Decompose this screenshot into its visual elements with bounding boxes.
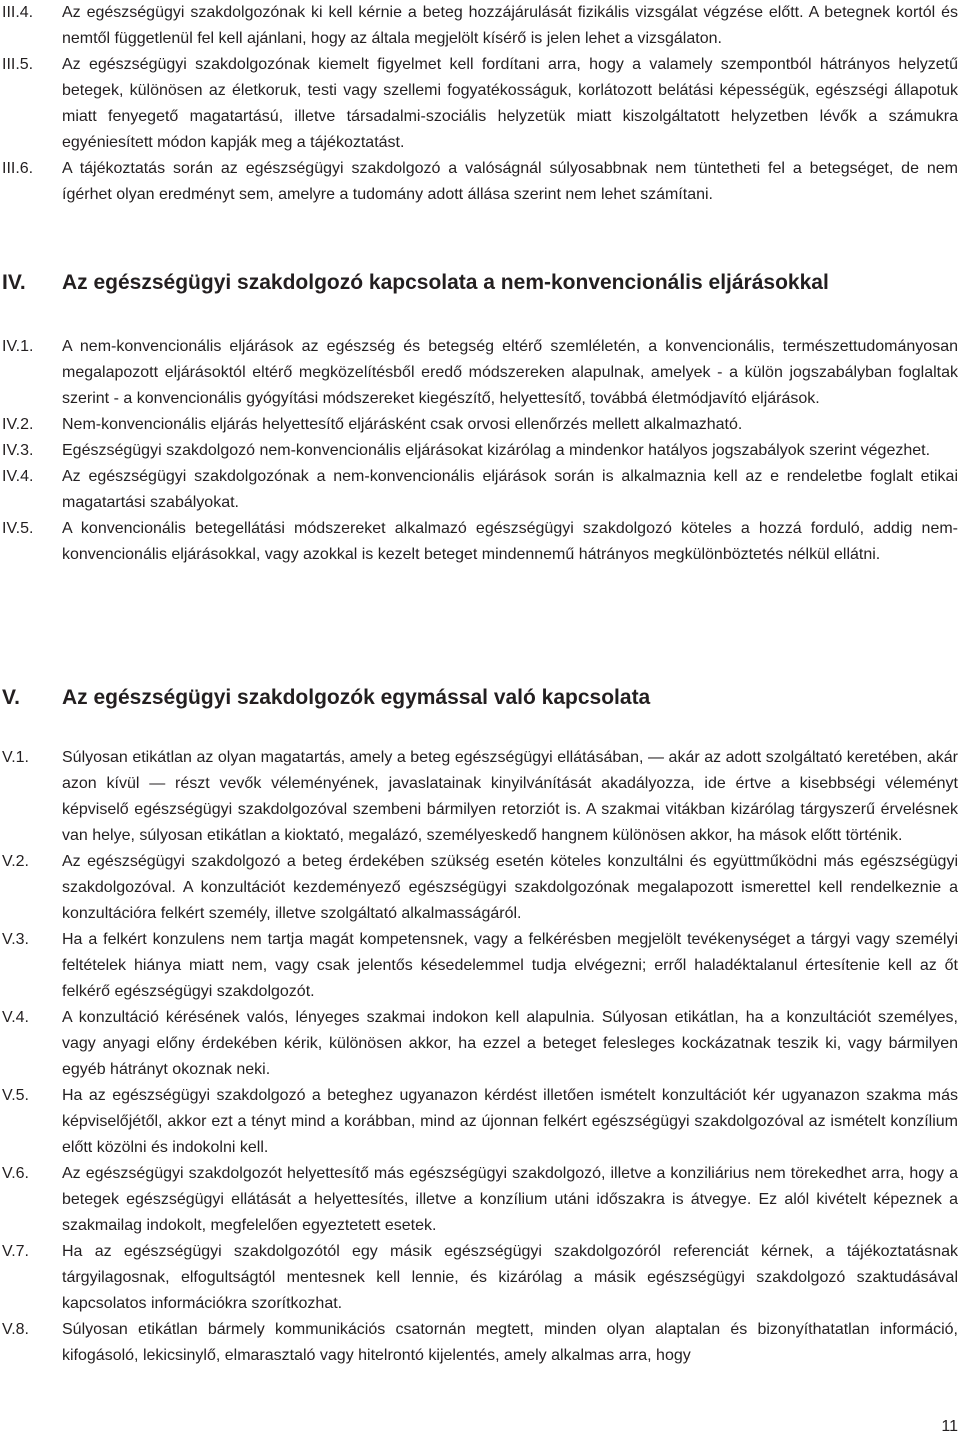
paragraph-text: Ha az egészségügyi szakdolgozótól egy másik egészségügyi szakdolgozóról referenciát kérnek, a tájékoztatásnak tárgyilagosnak, elfogultságtól mentesnek kell lennie, és kizárólag a másik egészségügyi szakdolgozó szaktudásával kapcsolatos információkra szorítkozhat.	[62, 1243, 958, 1312]
page-number: 11	[941, 1418, 958, 1435]
paragraph-IV-1	[0, 334, 960, 412]
section-5-items	[0, 745, 960, 1369]
paragraph-text: Az egészségügyi szakdolgozót helyettesítő más egészségügyi szakdolgozó, illetve a konziliárius nem törekedhet arra, hogy a betegek egészségügyi ellátását a helyettesítés, illetve a konzílium utáni időszakra is átvegye. Ez alól kivételt képeznek a szakmailag indokolt, megfelelően egyeztetett esetek.	[62, 1165, 958, 1234]
paragraph-number: IV.4.	[2, 468, 34, 485]
paragraph-V-4	[0, 1005, 960, 1083]
paragraph-number: IV.2.	[2, 416, 34, 433]
paragraph-number: V.8.	[2, 1321, 29, 1338]
paragraph-V-2	[0, 849, 960, 927]
paragraph-V-1	[0, 745, 960, 849]
paragraph-IV-4	[0, 464, 960, 516]
paragraph-number: IV.3.	[2, 442, 34, 459]
paragraph-III-6	[0, 156, 960, 208]
paragraph-number: V.4.	[2, 1009, 29, 1026]
section-4-heading	[0, 271, 960, 295]
paragraph-text: A konvencionális betegellátási módszereket alkalmazó egészségügyi szakdolgozó köteles a hozzá forduló, addig nem-konvencionális eljárásokkal, vagy azokkal is kezelt beteget mindennemű hátrányos megkülönböztetés nélkül ellátni.	[62, 520, 958, 563]
paragraph-V-6	[0, 1161, 960, 1239]
section-number: IV.	[2, 271, 26, 294]
paragraph-text: A nem-konvencionális eljárások az egészség és betegség eltérő szemléletén, a konvencionális, természettudományosan megalapozott eljárásoktól eltérő megközelítésből eredő módszereken alapulnak, amelyek - a külön jogszabályban foglaltak szerint - a konvencionális gyógyítási módszereket kiegészítő, helyettesítő, továbbá életmódjavító eljárások.	[62, 338, 958, 407]
section-number: V.	[2, 686, 20, 709]
paragraph-III-4	[0, 0, 960, 52]
paragraph-number: V.1.	[2, 749, 29, 766]
section-4-items	[0, 334, 960, 568]
paragraph-text: Az egészségügyi szakdolgozónak ki kell kérnie a beteg hozzájárulását fizikális vizsgálat végzése előtt. A betegnek kortól és nemtől függetlenül fel kell ajánlani, hogy az általa megjelölt kísérő is jelen lehet a vizsgálaton.	[62, 4, 958, 47]
paragraph-text: A konzultáció kérésének valós, lényeges szakmai indokon kell alapulnia. Súlyosan etikátlan, ha a konzultációt személyes, vagy anyagi előny érdekében kérik, különösen akkor, ha ezzel a beteget felesleges kockázatnak teszik ki, vagy bármilyen egyéb hátrányt okoznak neki.	[62, 1009, 958, 1078]
paragraph-text: A tájékoztatás során az egészségügyi szakdolgozó a valóságnál súlyosabbnak nem tüntetheti fel a betegséget, de nem ígérhet olyan eredményt sem, amelyre a tudomány adott állása szerint nem lehet számítani.	[62, 160, 958, 203]
paragraph-IV-5	[0, 516, 960, 568]
section-title: Az egészségügyi szakdolgozó kapcsolata a nem-konvencionális eljárásokkal	[62, 271, 829, 294]
paragraph-V-5	[0, 1083, 960, 1161]
paragraph-V-7	[0, 1239, 960, 1317]
section-title: Az egészségügyi szakdolgozók egymással való kapcsolata	[62, 686, 651, 709]
paragraph-text: Súlyosan etikátlan bármely kommunikációs csatornán megtett, minden olyan alaptalan és bizonyíthatatlan információ, kifogásoló, lekicsinylő, elmarasztaló vagy hitelrontó kijelentés, amely alkalmas arra, hogy	[62, 1321, 958, 1364]
paragraph-number: V.5.	[2, 1087, 29, 1104]
paragraph-V-8	[0, 1317, 960, 1369]
paragraph-V-3	[0, 927, 960, 1005]
paragraph-text: Az egészségügyi szakdolgozó a beteg érdekében szükség esetén köteles konzultálni és együttműködni más egészségügyi szakdolgozóval. A konzultációt kezdeményező egészségügyi szakdolgozónak megalapozott ismerettel kell rendelkeznie a konzultációra felkért személy, illetve szolgáltató alkalmasságáról.	[62, 853, 958, 922]
paragraph-text: Ha a felkért konzulens nem tartja magát kompetensnek, vagy a felkérésben megjelölt tevékenységet a tárgyi vagy személyi feltételek hiánya miatt nem, vagy csak jelentős késedelemmel tudja elvégezni; erről haladéktalanul értesítenie kell az őt felkérő egészségügyi szakdolgozót.	[62, 931, 958, 1000]
paragraph-text: Nem-konvencionális eljárás helyettesítő eljárásként csak orvosi ellenőrzés mellett alkalmazható.	[62, 416, 743, 433]
paragraph-number: III.6.	[2, 160, 34, 177]
paragraph-number: V.3.	[2, 931, 29, 948]
paragraph-III-5	[0, 52, 960, 156]
paragraph-number: III.4.	[2, 4, 34, 21]
paragraph-text: Az egészségügyi szakdolgozónak kiemelt figyelmet kell fordítani arra, hogy a valamely szempontból hátrányos helyzetű betegek, különösen az életkoruk, testi vagy szellemi fogyatékosságuk, korlátozott belátási képességük, egészségi állapotuk miatt fenyegető magatartású, illetve társadalmi-szociális helyzetük miatt kiszolgáltatott helyzetben lévők a számukra egyéniesített módon kapják meg a tájékoztatást.	[62, 56, 958, 151]
paragraph-IV-2	[0, 412, 960, 438]
paragraph-number: V.6.	[2, 1165, 29, 1182]
paragraph-text: Súlyosan etikátlan az olyan magatartás, amely a beteg egészségügyi ellátásában, — akár az adott szolgáltató keretében, akár azon kívül — részt vevők véleményének, javaslatainak kinyilvánítását akadályozza, ide értve a kisebbségi véleményt képviselő egészségügyi szakdolgozóval szembeni bármilyen retorziót is. A szakmai vitákban kizárólag tárgyszerű érvelésnek van helye, súlyosan etikátlan a kioktató, megalázó, személyeskedő hangnem különösen akkor, ha mások előtt történik.	[62, 749, 958, 844]
paragraph-number: IV.1.	[2, 338, 34, 355]
paragraph-text: Ha az egészségügyi szakdolgozó a beteghez ugyanazon kérdést illetően ismételt konzultációt kér ugyanazon szakma más képviselőjétől, akkor ezt a tényt mind a korábban, mind az újonnan felkért egészségügyi szakdolgozóval az ismételt konzílium előtt közölni és indokolni kell.	[62, 1087, 958, 1156]
paragraph-IV-3	[0, 438, 960, 464]
paragraph-number: IV.5.	[2, 520, 34, 537]
paragraph-text: Egészségügyi szakdolgozó nem-konvencionális eljárásokat kizárólag a mindenkor hatályos jogszabályok szerint végezhet.	[62, 442, 931, 459]
paragraph-text: Az egészségügyi szakdolgozónak a nem-konvencionális eljárások során is alkalmaznia kell az e rendeletbe foglalt etikai magatartási szabályokat.	[62, 468, 958, 511]
paragraph-number: V.7.	[2, 1243, 29, 1260]
section-3-items	[0, 0, 960, 208]
paragraph-number: III.5.	[2, 56, 34, 73]
section-5-heading	[0, 686, 960, 710]
paragraph-number: V.2.	[2, 853, 29, 870]
